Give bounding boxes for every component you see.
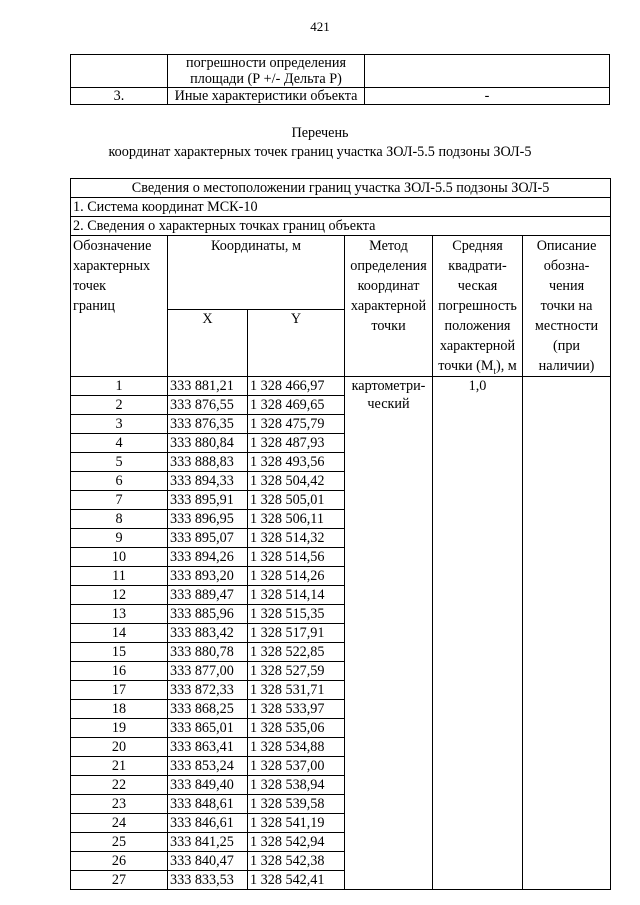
header-text: точки (371, 318, 406, 334)
coordinates-table (70, 178, 611, 890)
point-number: 5 (71, 453, 168, 472)
point-number: 3 (71, 415, 168, 434)
point-y: 1 328 522,85 (248, 643, 345, 662)
point-y: 1 328 514,32 (248, 529, 345, 548)
point-number: 7 (71, 491, 168, 510)
point-y: 1 328 533,97 (248, 700, 345, 719)
point-number: 13 (71, 605, 168, 624)
header-y: Y (248, 310, 345, 377)
header-row (71, 236, 611, 310)
point-x: 333 848,61 (168, 795, 248, 814)
header-method (345, 236, 433, 377)
header-text: характерной (350, 298, 427, 314)
point-number: 12 (71, 586, 168, 605)
table-row (71, 88, 610, 105)
point-x: 333 880,84 (168, 434, 248, 453)
header-text: квадрати- (448, 258, 507, 274)
table-title: Сведения о местоположении границ участка ЗОЛ-5.5 подзоны ЗОЛ-5 (71, 179, 611, 198)
point-x: 333 881,21 (168, 377, 248, 396)
point-number: 10 (71, 548, 168, 567)
point-x: 333 883,42 (168, 624, 248, 643)
header-description (523, 236, 611, 377)
point-y: 1 328 466,97 (248, 377, 345, 396)
point-y: 1 328 504,42 (248, 472, 345, 491)
point-number: 17 (71, 681, 168, 700)
header-text: точки на (540, 298, 593, 314)
point-number: 26 (71, 852, 168, 871)
point-y: 1 328 514,26 (248, 567, 345, 586)
point-number: 9 (71, 529, 168, 548)
point-y: 1 328 469,65 (248, 396, 345, 415)
point-x: 333 841,25 (168, 833, 248, 852)
header-designation (71, 236, 168, 377)
list-subheading: координат характерных точек границ участка ЗОЛ-5.5 подзоны ЗОЛ-5 (108, 144, 532, 160)
point-number: 16 (71, 662, 168, 681)
table-row (71, 377, 611, 396)
table-row (71, 179, 611, 198)
header-text: определения (350, 258, 427, 274)
header-coordinates: Координаты, м (168, 236, 345, 310)
header-text: характерных (73, 258, 151, 274)
header-text: Описание (536, 238, 597, 254)
header-text: Обозначение (73, 238, 152, 254)
point-number: 22 (71, 776, 168, 795)
point-x: 333 885,96 (168, 605, 248, 624)
point-y: 1 328 539,58 (248, 795, 345, 814)
header-text: обозна- (543, 258, 590, 274)
characteristics-table (70, 54, 610, 105)
point-y: 1 328 542,38 (248, 852, 345, 871)
header-text: чения (548, 278, 585, 294)
point-x: 333 876,35 (168, 415, 248, 434)
header-x: X (168, 310, 248, 377)
header-text: местности (534, 318, 599, 334)
header-text: координат (357, 278, 420, 294)
point-y: 1 328 537,00 (248, 757, 345, 776)
point-y: 1 328 514,14 (248, 586, 345, 605)
table-cell (168, 55, 365, 88)
point-y: 1 328 538,94 (248, 776, 345, 795)
point-y: 1 328 506,11 (248, 510, 345, 529)
point-number: 25 (71, 833, 168, 852)
accuracy-value: 1,0 (433, 377, 523, 890)
point-y: 1 328 487,93 (248, 434, 345, 453)
point-x: 333 833,53 (168, 871, 248, 890)
point-x: 333 896,95 (168, 510, 248, 529)
point-x: 333 893,20 (168, 567, 248, 586)
method-text: ческий (367, 396, 410, 412)
point-x: 333 872,33 (168, 681, 248, 700)
point-x: 333 868,25 (168, 700, 248, 719)
point-number: 8 (71, 510, 168, 529)
point-x: 333 846,61 (168, 814, 248, 833)
header-text-part: ), м (495, 358, 517, 374)
point-y: 1 328 514,56 (248, 548, 345, 567)
point-x: 333 894,26 (168, 548, 248, 567)
method-value (345, 377, 433, 890)
header-text: Метод (369, 238, 408, 254)
point-y: 1 328 535,06 (248, 719, 345, 738)
point-y: 1 328 541,19 (248, 814, 345, 833)
header-text: характерной (439, 338, 516, 354)
point-y: 1 328 542,94 (248, 833, 345, 852)
point-number: 18 (71, 700, 168, 719)
point-x: 333 849,40 (168, 776, 248, 795)
point-number: 1 (71, 377, 168, 396)
header-accuracy (433, 236, 523, 377)
header-subscript: t (493, 365, 496, 376)
point-number: 27 (71, 871, 168, 890)
point-number: 11 (71, 567, 168, 586)
header-text: Средняя (452, 238, 503, 254)
table-row (71, 217, 611, 236)
table-cell (365, 55, 610, 88)
point-x: 333 880,78 (168, 643, 248, 662)
point-y: 1 328 475,79 (248, 415, 345, 434)
header-text: границ (73, 298, 115, 314)
point-x: 333 888,83 (168, 453, 248, 472)
point-x: 333 865,01 (168, 719, 248, 738)
point-x: 333 863,41 (168, 738, 248, 757)
cell-text: площади (Р +/- Дельта Р) (190, 71, 342, 87)
header-text: (при (553, 338, 581, 354)
point-number: 14 (71, 624, 168, 643)
point-x: 333 895,91 (168, 491, 248, 510)
header-text (435, 356, 520, 376)
list-heading: Перечень (291, 125, 349, 141)
header-text: наличии) (538, 358, 595, 374)
point-number: 21 (71, 757, 168, 776)
method-text: картометри- (351, 378, 426, 394)
page-number: 421 (310, 19, 330, 34)
header-text: точек (73, 278, 107, 294)
header-text: ческая (457, 278, 498, 294)
header-text-part: точки (M (438, 358, 494, 374)
point-number: 2 (71, 396, 168, 415)
point-y: 1 328 527,59 (248, 662, 345, 681)
point-y: 1 328 531,71 (248, 681, 345, 700)
point-x: 333 853,24 (168, 757, 248, 776)
header-text: погрешность (438, 298, 517, 314)
point-number: 15 (71, 643, 168, 662)
point-y: 1 328 534,88 (248, 738, 345, 757)
row-label: Иные характеристики объекта (168, 88, 365, 105)
point-x: 333 877,00 (168, 662, 248, 681)
coordinate-system: 1. Система координат МСК-10 (71, 198, 611, 217)
point-number: 20 (71, 738, 168, 757)
table-row (71, 198, 611, 217)
point-y: 1 328 515,35 (248, 605, 345, 624)
point-number: 6 (71, 472, 168, 491)
point-x: 333 895,07 (168, 529, 248, 548)
point-y: 1 328 493,56 (248, 453, 345, 472)
table-row (71, 55, 610, 88)
point-number: 19 (71, 719, 168, 738)
cell-text: погрешности определения (186, 55, 346, 71)
point-x: 333 889,47 (168, 586, 248, 605)
point-number: 23 (71, 795, 168, 814)
point-x: 333 894,33 (168, 472, 248, 491)
description-value (523, 377, 611, 890)
table-cell (71, 55, 168, 88)
point-y: 1 328 542,41 (248, 871, 345, 890)
row-number: 3. (71, 88, 168, 105)
point-y: 1 328 505,01 (248, 491, 345, 510)
header-text: положения (444, 318, 511, 334)
point-number: 24 (71, 814, 168, 833)
point-x: 333 876,55 (168, 396, 248, 415)
point-number: 4 (71, 434, 168, 453)
point-y: 1 328 517,91 (248, 624, 345, 643)
point-x: 333 840,47 (168, 852, 248, 871)
row-value: - (365, 88, 610, 105)
section-title: 2. Сведения о характерных точках границ объекта (71, 217, 611, 236)
